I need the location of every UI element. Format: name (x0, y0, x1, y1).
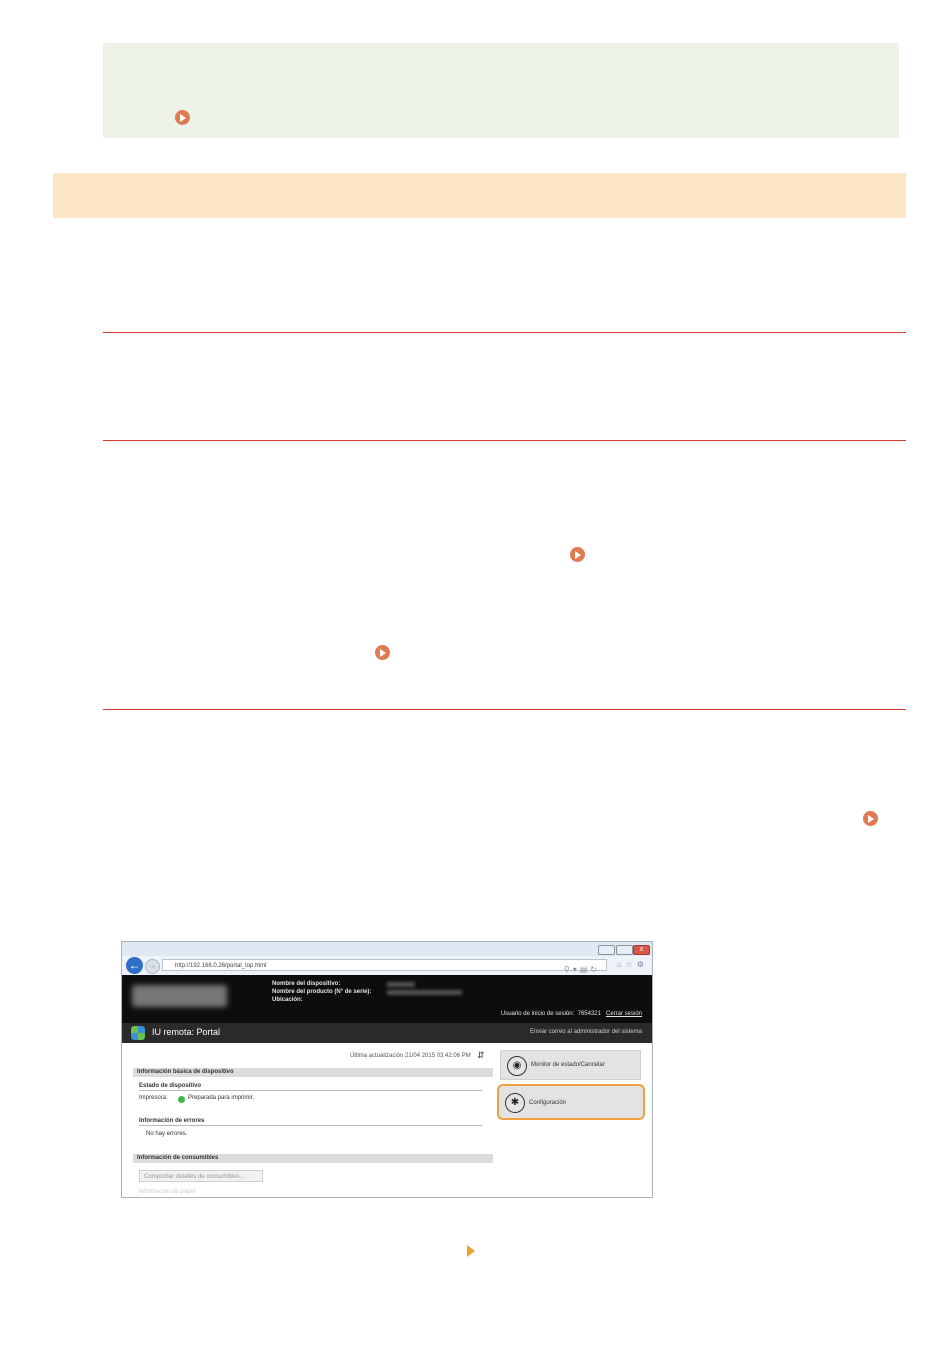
status-monitor-button[interactable]: ◉ Monitor de estado/Cancelar (500, 1050, 641, 1080)
device-status-heading: Estado de dispositivo (139, 1083, 482, 1091)
product-name-value (387, 990, 462, 995)
maximize-button[interactable] (616, 945, 633, 955)
status-ok-icon (178, 1096, 185, 1103)
product-name-label: Nombre del producto (N° de serie): (272, 989, 372, 995)
link-arrow-icon[interactable] (863, 811, 878, 826)
link-arrow-icon[interactable] (375, 645, 390, 660)
portal-main (122, 1043, 652, 1197)
section-divider (103, 332, 906, 333)
mail-admin-link[interactable]: Enviar correo al administrador del sistema (529, 1029, 642, 1035)
minimize-button[interactable] (598, 945, 615, 955)
portal-title: IU remota: Portal (152, 1027, 221, 1037)
consumables-heading: Información de consumibles (133, 1154, 493, 1163)
location-label: Ubicación: (272, 997, 303, 1003)
home-icon[interactable]: ⌂☆⚙ (616, 960, 648, 969)
printer-label: Impresora: (139, 1095, 168, 1101)
login-info: Usuario de inicio de sesión: 7654321 Cerrar sesión (500, 1011, 642, 1017)
device-name-value (387, 982, 415, 987)
refresh-icon[interactable]: ⇵ (477, 1050, 485, 1060)
logout-link[interactable]: Cerrar sesión (605, 1011, 642, 1017)
note-box (103, 43, 899, 138)
section-divider (103, 709, 906, 710)
device-logo (132, 985, 227, 1007)
printer-status: Preparada para imprimir. (188, 1095, 255, 1101)
paper-info-text: Información de papel (139, 1189, 196, 1195)
last-update-text: Última actualización 21/04 2015 03:42:06 PM (350, 1053, 471, 1059)
link-arrow-icon[interactable] (175, 110, 190, 125)
error-info-value: No hay errores. (146, 1131, 188, 1137)
error-info-heading: Información de errores (139, 1118, 482, 1126)
forward-arrow-icon[interactable]: → (145, 959, 160, 974)
basic-info-heading: Información básica de dispositivo (133, 1068, 493, 1077)
settings-icon: ✱ (505, 1093, 525, 1113)
window-titlebar (122, 942, 652, 956)
check-consumables-button[interactable]: Comprobar detalles de consumibles... (139, 1170, 263, 1182)
portal-icon (131, 1026, 145, 1040)
device-header (122, 975, 652, 1023)
link-arrow-icon[interactable] (570, 547, 585, 562)
search-icon[interactable]: ⚲▾▤↻ (563, 965, 600, 974)
url-input[interactable]: http://192.168.0.26/portal_top.html ⚲▾▤↻ (162, 959, 607, 971)
back-arrow-icon[interactable]: ← (126, 957, 143, 974)
address-bar (122, 956, 652, 976)
close-button[interactable]: x (633, 945, 650, 955)
device-name-label: Nombre del dispositivo: (272, 981, 341, 987)
settings-button[interactable]: ✱ Configuración (497, 1084, 645, 1120)
section-divider (103, 440, 906, 441)
triangle-arrow-icon (467, 1245, 475, 1257)
section-heading-bar (53, 173, 906, 218)
remote-ui-screenshot (121, 941, 653, 1198)
eye-icon: ◉ (507, 1056, 527, 1076)
portal-bar (122, 1023, 652, 1043)
